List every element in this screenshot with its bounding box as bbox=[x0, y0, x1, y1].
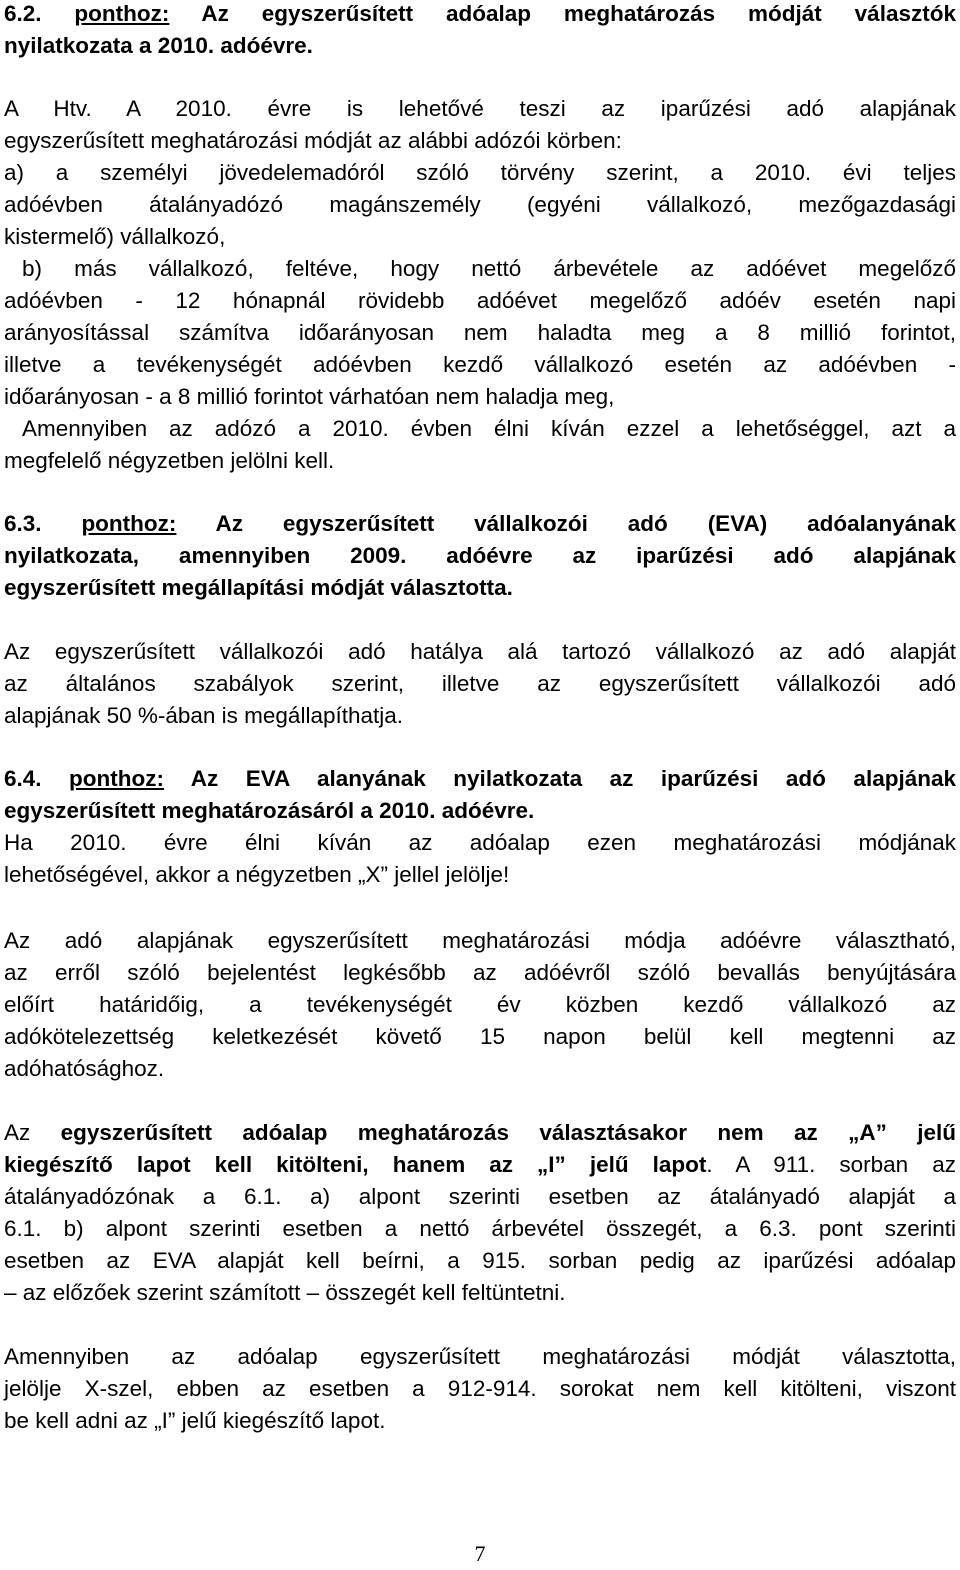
section-6-2-line: adóévben - 12 hónapnál rövidebb adóévet megelőző adóév esetén napi bbox=[4, 288, 956, 313]
section-6-2-line: egyszerűsített meghatározási módját az alábbi adózói körben: bbox=[4, 128, 622, 153]
section-6-3-heading-line-3: egyszerűsített megállapítási módját választotta. bbox=[4, 575, 513, 600]
section-6-3-title: Az egyszerűsített vállalkozói adó (EVA) adóalanyának bbox=[215, 511, 956, 536]
section-6-2-line: A Htv. A 2010. évre is lehetővé teszi az iparűzési adó alapjának bbox=[4, 96, 956, 121]
deadline-paragraph-line: Az adó alapjának egyszerűsített meghatározási módja adóévre választható, bbox=[4, 928, 956, 953]
a-sheet-paragraph-line: 6.1. b) alpont szerinti esetben a nettó árbevétel összegét, a 6.3. pont szerinti bbox=[4, 1216, 956, 1241]
section-6-4-heading-line-2: egyszerűsített meghatározásáról a 2010. adóévre. bbox=[4, 798, 535, 823]
section-6-2-line: adóévben átalányadózó magánszemély (egyéni vállalkozó, mezőgazdasági bbox=[4, 192, 956, 217]
section-6-2-line: időarányosan - a 8 millió forintot várhatóan nem haladja meg, bbox=[4, 384, 615, 409]
section-6-4-line: lehetőségével, akkor a négyzetben „X” jellel jelölje! bbox=[4, 862, 510, 887]
section-6-2-item-b: b) más vállalkozó, feltéve, hogy nettó árbevétele az adóévet megelőző bbox=[22, 256, 956, 281]
section-6-3-heading bbox=[4, 508, 956, 540]
final-paragraph-line: Amennyiben az adóalap egyszerűsített meghatározási módját választotta, bbox=[4, 1344, 956, 1369]
a-sheet-paragraph-line-2 bbox=[4, 1149, 956, 1181]
section-6-2-line: kistermelő) vállalkozó, bbox=[4, 224, 226, 249]
section-6-2-number: 6.2. bbox=[4, 1, 42, 26]
a-sheet-paragraph-line-1 bbox=[4, 1117, 956, 1149]
section-6-3-line: alapjának 50 %-ában is megállapíthatja. bbox=[4, 703, 404, 728]
section-6-4-title: Az EVA alanyának nyilatkozata az iparűzési adó alapjának bbox=[190, 766, 956, 791]
page-number: 7 bbox=[474, 1541, 486, 1566]
section-6-2-item-a: a) a személyi jövedelemadóról szóló törvény szerint, a 2010. évi teljes bbox=[4, 160, 956, 185]
deadline-paragraph-line: adókötelezettség keletkezését követő 15 napon belül kell megtenni az bbox=[4, 1024, 956, 1049]
section-6-2-heading bbox=[4, 0, 956, 30]
i-sheet-bold-phrase: kiegészítő lapot kell kitölteni, hanem az „I” jelű lapot bbox=[4, 1152, 707, 1177]
section-6-4-heading bbox=[4, 763, 956, 795]
deadline-paragraph-line: az erről szóló bejelentést legkésőbb az adóévről szóló bevallás benyújtására bbox=[4, 960, 956, 985]
a-sheet-paragraph-line: – az előzőek szerint számított – összegét kell feltüntetni. bbox=[4, 1280, 566, 1305]
section-6-4-line: Ha 2010. évre élni kíván az adóalap ezen meghatározási módjának bbox=[4, 830, 956, 855]
section-6-2-ponthoz-link: ponthoz: bbox=[74, 1, 170, 26]
section-6-3-heading-line-2: nyilatkozata, amennyiben 2009. adóévre az iparűzési adó alapjának bbox=[4, 543, 956, 568]
deadline-paragraph-line: előírt határidőig, a tevékenységét év közben kezdő vállalkozó az bbox=[4, 992, 956, 1017]
section-6-2-line: illetve a tevékenységét adóévben kezdő vállalkozó esetén az adóévben - bbox=[4, 352, 956, 377]
section-6-3-ponthoz-link: ponthoz: bbox=[81, 511, 177, 536]
a-sheet-intro: Az bbox=[4, 1120, 61, 1145]
section-6-3-number: 6.3. bbox=[4, 511, 42, 536]
final-paragraph-line: jelölje X-szel, ebben az esetben a 912-914. sorokat nem kell kitölteni, viszont bbox=[4, 1376, 956, 1401]
section-6-3-line: az általános szabályok szerint, illetve az egyszerűsített vállalkozói adó bbox=[4, 671, 956, 696]
section-6-2-line: megfelelő négyzetben jelölni kell. bbox=[4, 448, 335, 473]
section-6-2-title: Az egyszerűsített adóalap meghatározás módját választók bbox=[201, 1, 956, 26]
section-6-2-line: arányosítással számítva időarányosan nem haladta meg a 8 millió forintot, bbox=[4, 320, 956, 345]
section-6-3-line: Az egyszerűsített vállalkozói adó hatálya alá tartozó vállalkozó az adó alapját bbox=[4, 639, 956, 664]
a-sheet-bold-phrase: egyszerűsített adóalap meghatározás választásakor nem az „A” jelű bbox=[60, 1120, 957, 1145]
section-6-2-line: Amennyiben az adózó a 2010. évben élni kíván ezzel a lehetőséggel, azt a bbox=[22, 416, 956, 441]
section-6-2-heading-line-2: nyilatkozata a 2010. adóévre. bbox=[4, 33, 313, 58]
section-6-4-ponthoz-link: ponthoz: bbox=[69, 766, 165, 791]
deadline-paragraph-line: adóhatósághoz. bbox=[4, 1056, 165, 1081]
a-sheet-row-911: . A 911. sorban az bbox=[706, 1152, 956, 1177]
a-sheet-paragraph-line: átalányadózónak a 6.1. a) alpont szerinti esetben az átalányadó alapját a bbox=[4, 1184, 956, 1209]
section-6-4-number: 6.4. bbox=[4, 766, 42, 791]
final-paragraph-line: be kell adni az „I” jelű kiegészítő lapot. bbox=[4, 1408, 386, 1433]
a-sheet-paragraph-line: esetben az EVA alapját kell beírni, a 915. sorban pedig az iparűzési adóalap bbox=[4, 1248, 956, 1273]
